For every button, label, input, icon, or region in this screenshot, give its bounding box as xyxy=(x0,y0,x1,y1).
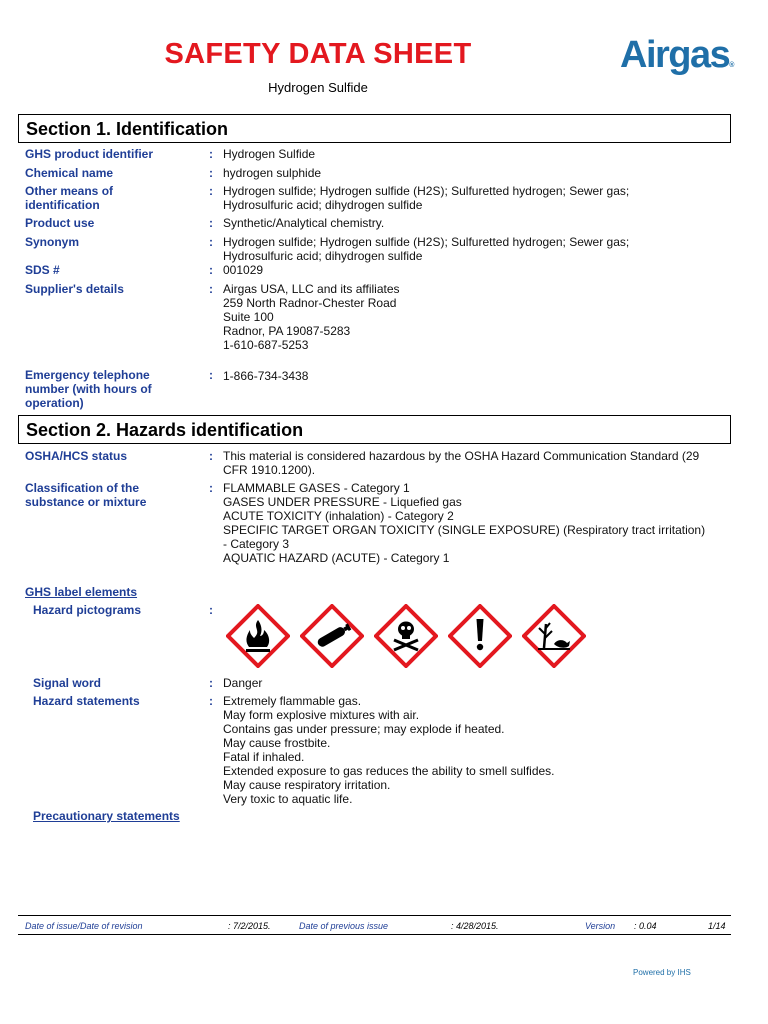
footer-version-value: : 0.04 xyxy=(634,921,657,931)
label-hazard-pictograms: Hazard pictograms xyxy=(33,603,142,617)
supplier-line: 259 North Radnor-Chester Road xyxy=(223,296,397,310)
hazard-statement: Extremely flammable gas. xyxy=(223,694,362,708)
hazard-statement: May cause respiratory irritation. xyxy=(223,778,391,792)
section-1-heading: Section 1. Identification xyxy=(18,114,731,143)
footer-issue-label: Date of issue/Date of revision xyxy=(25,921,143,931)
label-signal-word: Signal word xyxy=(33,676,102,690)
section-2-heading: Section 2. Hazards identification xyxy=(18,415,731,444)
logo-registered-mark: ® xyxy=(729,62,735,69)
document-title: SAFETY DATA SHEET xyxy=(164,38,472,70)
footer-previous-value: : 4/28/2015. xyxy=(451,921,499,931)
environment-icon xyxy=(522,604,586,668)
colon: : xyxy=(209,603,213,617)
colon: : xyxy=(209,216,213,230)
logo-text: Airgas xyxy=(620,34,730,76)
colon: : xyxy=(209,147,213,161)
classification-line: SPECIFIC TARGET ORGAN TOXICITY (SINGLE EXPOSURE) (Respiratory tract irritation) - Category 3 xyxy=(223,523,706,551)
precautionary-statements-link[interactable]: Precautionary statements xyxy=(33,809,180,823)
value-osha-hcs-status: This material is considered hazardous by the OSHA Hazard Communication Standard (29 CFR 1910.1200). xyxy=(223,449,700,477)
skull-crossbones-icon xyxy=(374,604,438,668)
hazard-statement: May cause frostbite. xyxy=(223,736,331,750)
hazard-statement: Fatal if inhaled. xyxy=(223,750,305,764)
footer-top-rule xyxy=(18,915,731,916)
exclamation-mark-icon xyxy=(448,604,512,668)
hazard-statement: Extended exposure to gas reduces the ability to smell sulfides. xyxy=(223,764,555,778)
value-sds-number: 001029 xyxy=(223,263,264,277)
label-synonym: Synonym xyxy=(25,235,80,249)
colon: : xyxy=(209,368,213,382)
hazard-statement: Contains gas under pressure; may explode if heated. xyxy=(223,722,505,736)
value-classification xyxy=(223,481,708,565)
colon: : xyxy=(209,235,213,249)
label-suppliers-details: Supplier's details xyxy=(25,282,124,296)
value-other-means-of-identification: Hydrogen sulfide; Hydrogen sulfide (H2S); Sulfuretted hydrogen; Sewer gas; Hydrosulfuric acid; dihydrogen sulfide xyxy=(223,184,630,212)
label-classification: Classification of the substance or mixture xyxy=(25,481,147,509)
colon: : xyxy=(209,282,213,296)
powered-by-ihs: Powered by IHS xyxy=(633,968,691,977)
gas-cylinder-icon xyxy=(300,604,364,668)
label-osha-hcs-status: OSHA/HCS status xyxy=(25,449,128,463)
airgas-logo xyxy=(620,34,734,77)
colon: : xyxy=(209,184,213,198)
footer-issue-value: : 7/2/2015. xyxy=(228,921,271,931)
value-suppliers-details xyxy=(223,282,723,352)
colon: : xyxy=(209,694,213,708)
value-chemical-name: hydrogen sulphide xyxy=(223,166,322,180)
label-other-means-of-identification: Other means of identification xyxy=(25,184,114,212)
hazard-statement: Very toxic to aquatic life. xyxy=(223,792,353,806)
supplier-line: Suite 100 xyxy=(223,310,274,324)
label-hazard-statements: Hazard statements xyxy=(33,694,140,708)
colon: : xyxy=(209,166,213,180)
value-signal-word: Danger xyxy=(223,676,263,690)
footer-version-label: Version xyxy=(585,921,616,931)
footer-bottom-rule xyxy=(18,934,731,935)
value-emergency-telephone: 1-866-734-3438 xyxy=(223,369,309,383)
classification-line: ACUTE TOXICITY (inhalation) - Category 2 xyxy=(223,509,454,523)
product-subtitle: Hydrogen Sulfide xyxy=(268,80,368,95)
value-hazard-statements xyxy=(223,694,723,806)
supplier-line: Airgas USA, LLC and its affiliates xyxy=(223,282,400,296)
supplier-line: Radnor, PA 19087-5283 xyxy=(223,324,351,338)
label-ghs-product-identifier: GHS product identifier xyxy=(25,147,154,161)
ghs-label-elements-link[interactable]: GHS label elements xyxy=(25,585,138,599)
classification-line: AQUATIC HAZARD (ACUTE) - Category 1 xyxy=(223,551,450,565)
colon: : xyxy=(209,449,213,463)
colon: : xyxy=(209,263,213,277)
flame-icon xyxy=(226,604,290,668)
classification-line: FLAMMABLE GASES - Category 1 xyxy=(223,481,410,495)
hazard-statement: May form explosive mixtures with air. xyxy=(223,708,420,722)
label-chemical-name: Chemical name xyxy=(25,166,114,180)
supplier-line: 1-610-687-5253 xyxy=(223,338,309,352)
value-ghs-product-identifier: Hydrogen Sulfide xyxy=(223,147,316,161)
value-synonym: Hydrogen sulfide; Hydrogen sulfide (H2S); Sulfuretted hydrogen; Sewer gas; Hydrosulfuric acid; dihydrogen sulfide xyxy=(223,235,630,263)
label-sds-number: SDS # xyxy=(25,263,60,277)
colon: : xyxy=(209,676,213,690)
label-emergency-telephone: Emergency telephone number (with hours of operation) xyxy=(25,368,152,410)
value-product-use: Synthetic/Analytical chemistry. xyxy=(223,216,385,230)
label-product-use: Product use xyxy=(25,216,95,230)
colon: : xyxy=(209,481,213,495)
classification-line: GASES UNDER PRESSURE - Liquefied gas xyxy=(223,495,462,509)
footer-page-number: 1/14 xyxy=(708,921,726,931)
footer-previous-label: Date of previous issue xyxy=(299,921,389,931)
